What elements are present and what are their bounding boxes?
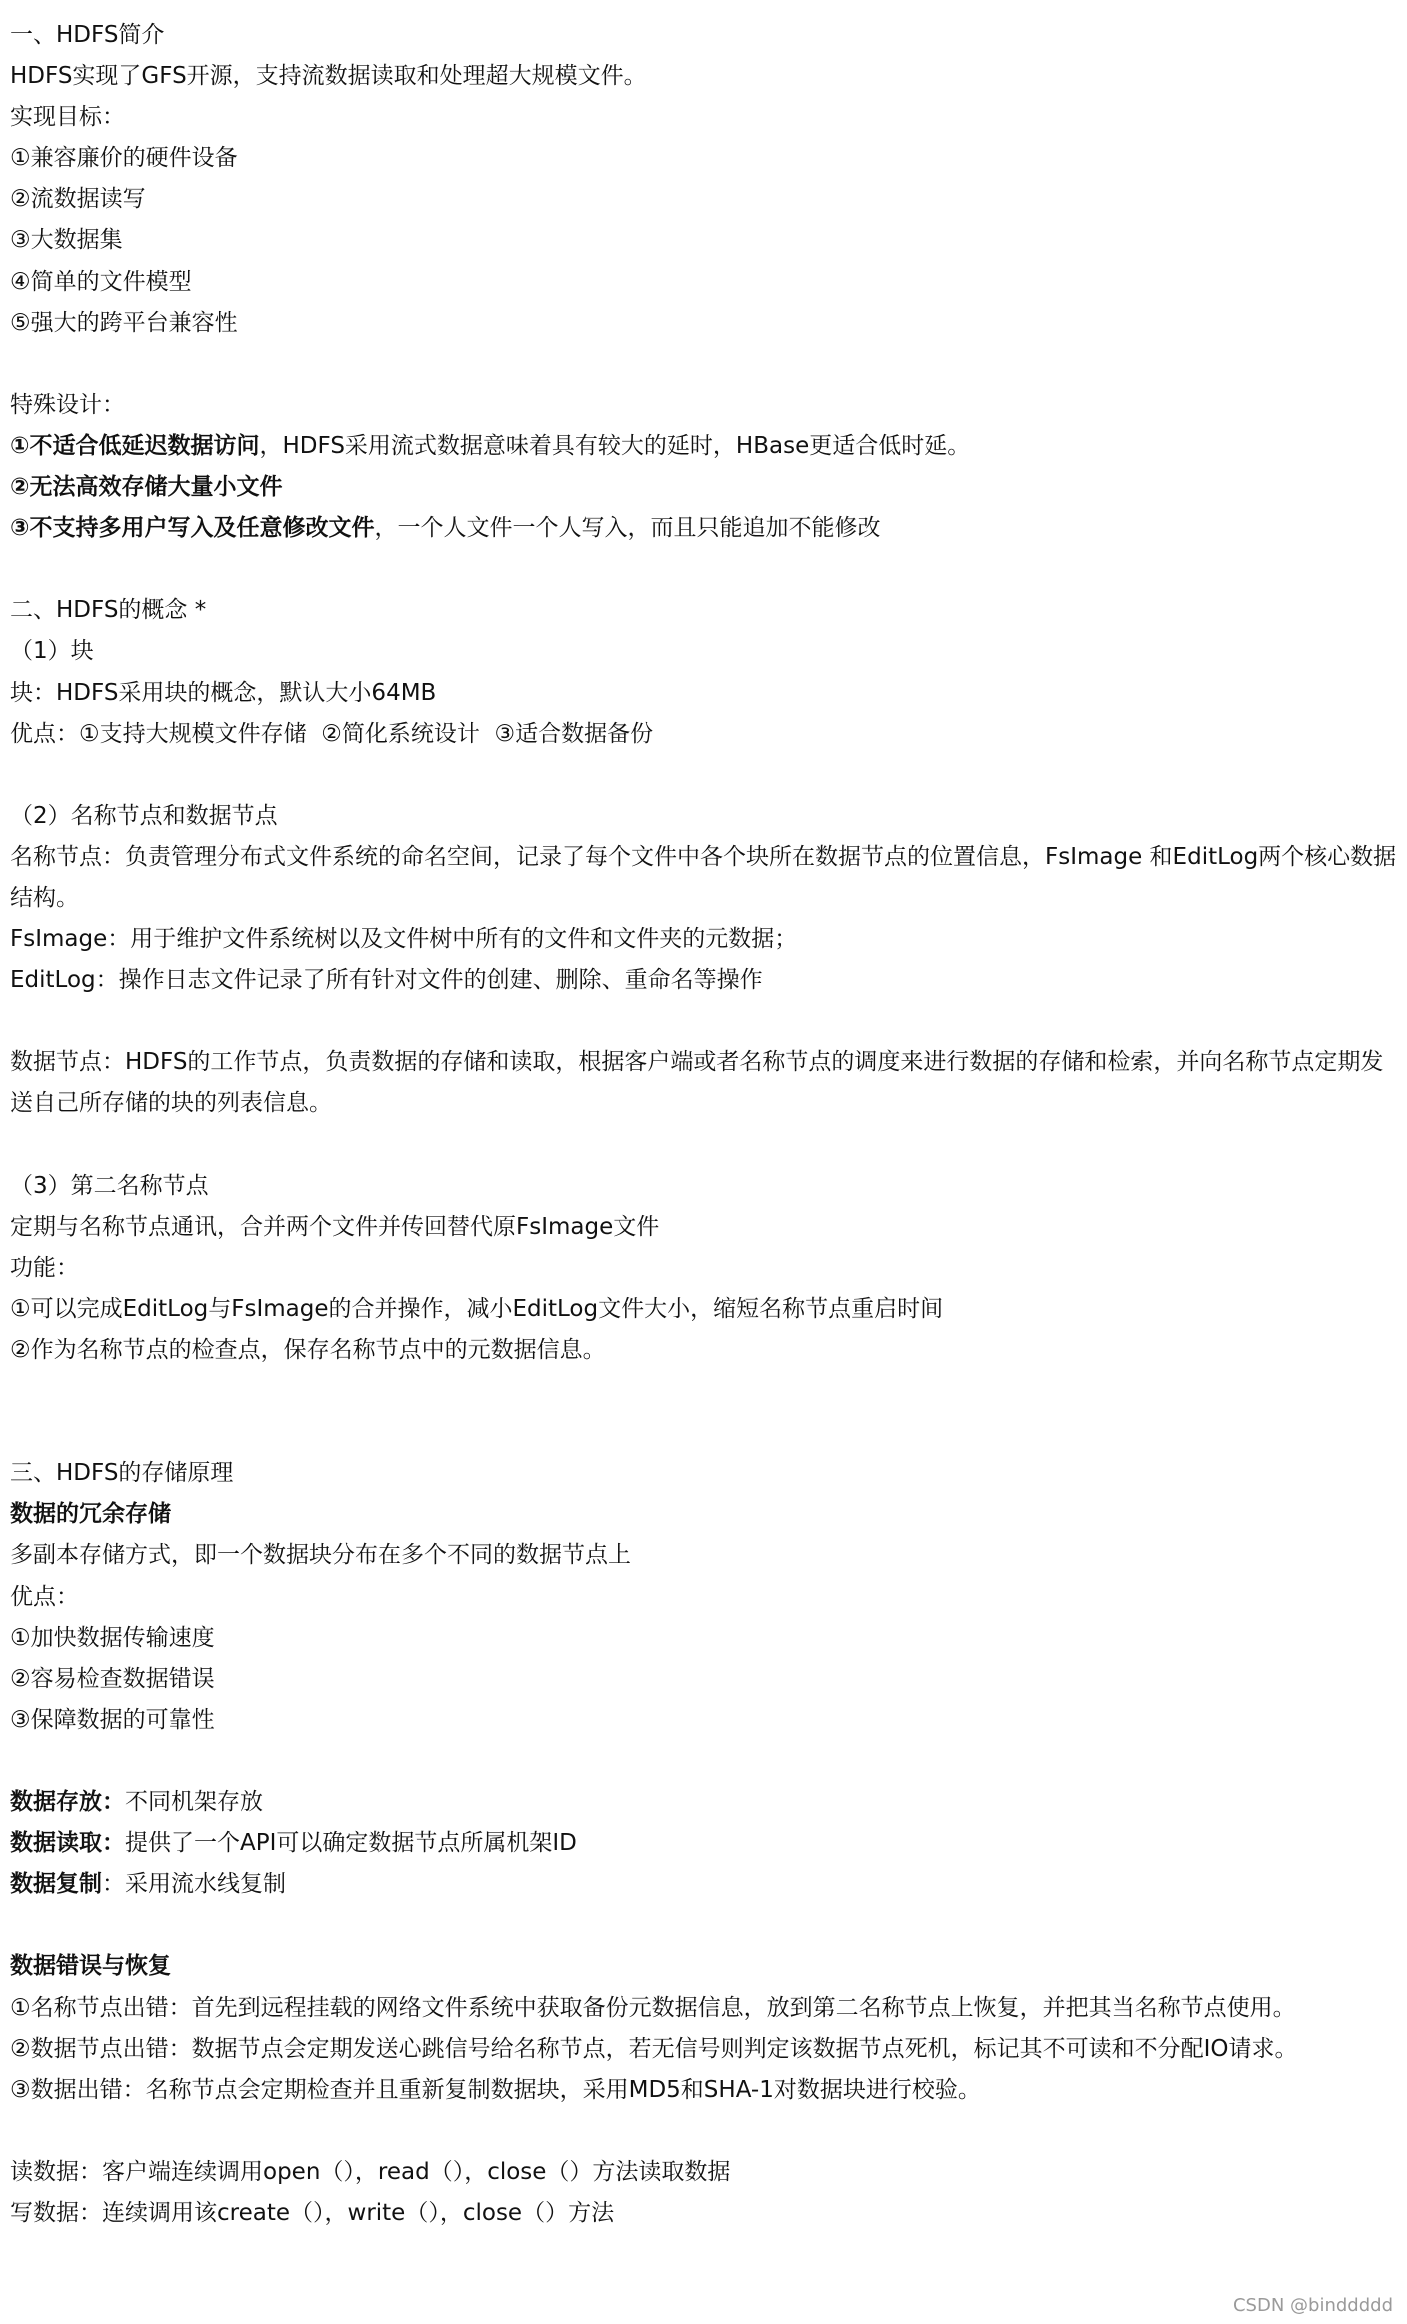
redundant-desc: 多副本存储方式，即一个数据块分布在多个不同的数据节点上: [10, 1542, 631, 1569]
goals-label: 实现目标：: [10, 104, 125, 131]
data-copy-bold: 数据复制: [10, 1871, 102, 1898]
design-item-bold: ①不适合低延迟数据访问: [10, 432, 260, 459]
data-copy: [10, 1864, 1400, 1905]
goal-item: ③大数据集: [10, 227, 123, 254]
nodes-title: （2）名称节点和数据节点: [10, 802, 278, 829]
fsimage-desc: FsImage：用于维护文件系统树以及文件树中所有的文件和文件夹的元数据；: [10, 926, 798, 953]
advantage-item: ①加快数据传输速度: [10, 1624, 215, 1651]
goal-item: ④简单的文件模型: [10, 268, 192, 295]
section-2-title: 二、HDFS的概念 *: [10, 597, 207, 624]
editlog-desc: EditLog：操作日志文件记录了所有针对文件的创建、删除、重命名等操作: [10, 967, 763, 994]
data-storage-text: 不同机架存放: [125, 1789, 263, 1816]
data-storage: [10, 1782, 1400, 1823]
read-data-desc: 读数据：客户端连续调用open（），read（），close（）方法读取数据: [10, 2158, 731, 2185]
error-item: ①名称节点出错：首先到远程挂载的网络文件系统中获取备份元数据信息，放到第二名称节点上恢复，并把其当名称节点使用。: [10, 1994, 1296, 2021]
data-read-text: 提供了一个API可以确定数据节点所属机架ID: [125, 1830, 577, 1857]
design-label: 特殊设计：: [10, 391, 125, 418]
function-item: ②作为名称节点的检查点，保存名称节点中的元数据信息。: [10, 1337, 606, 1363]
advantage-item: ②容易检查数据错误: [10, 1665, 215, 1692]
function-label: 功能：: [10, 1254, 79, 1281]
goal-item: ⑤强大的跨平台兼容性: [10, 309, 238, 336]
block-desc: 块：HDFS采用块的概念，默认大小64MB: [10, 679, 437, 706]
design-item: [10, 426, 1400, 467]
design-item-bold: ②无法高效存储大量小文件: [10, 474, 283, 501]
design-item-bold: ③不支持多用户写入及任意修改文件: [10, 515, 375, 542]
goal-item: ②流数据读写: [10, 186, 146, 213]
secondary-namenode-desc: 定期与名称节点通讯，合并两个文件并传回替代原FsImage文件: [10, 1213, 660, 1240]
error-recovery-title-bold: 数据错误与恢复: [10, 1953, 171, 1980]
secondary-namenode-title: （3）第二名称节点: [10, 1172, 209, 1199]
data-storage-bold: 数据存放：: [10, 1789, 125, 1816]
datanode-desc: 数据节点：HDFS的工作节点，负责数据的存储和读取，根据客户端或者名称节点的调度来进行数据的存储和检索，并向名称节点定期发送自己所存储的块的列表信息。: [10, 1049, 1384, 1117]
data-read: [10, 1823, 1400, 1864]
section-3-title: 三、HDFS的存储原理: [10, 1460, 234, 1487]
redundant-title-bold: 数据的冗余存储: [10, 1501, 171, 1528]
design-item: [10, 508, 1400, 549]
design-item-text: ，一个人文件一个人写入，而且只能追加不能修改: [374, 515, 881, 542]
block-title: （1）块: [10, 638, 94, 665]
error-item: ③数据出错：名称节点会定期检查并且重新复制数据块，采用MD5和SHA-1对数据块进行校验。: [10, 2076, 981, 2103]
advantage-item: ③保障数据的可靠性: [10, 1706, 215, 1733]
advantage-label: 优点：: [10, 1583, 79, 1610]
write-data-desc: 写数据：连续调用该create（），write（），close（）方法: [10, 2199, 615, 2226]
error-recovery-title: [10, 1946, 1400, 1987]
namenode-desc: 名称节点：负责管理分布式文件系统的命名空间，记录了每个文件中各个块所在数据节点的位置信息，FsImage 和EditLog两个核心数据结构。: [10, 843, 1397, 911]
data-copy-text: ：采用流水线复制: [102, 1871, 286, 1898]
redundant-title: [10, 1494, 1400, 1535]
function-item: ①可以完成EditLog与FsImage的合并操作，减小EditLog文件大小，缩短名称节点重启时间: [10, 1295, 944, 1322]
watermark: CSDN @binddddd: [1232, 2295, 1393, 2316]
section-1-title: 一、HDFS简介: [10, 22, 165, 48]
document-body: [10, 15, 1400, 2234]
block-advantages: 优点：①支持大规模文件存储 ②简化系统设计 ③适合数据备份: [10, 720, 654, 747]
design-item: [10, 467, 1400, 508]
hdfs-intro: HDFS实现了GFS开源，支持流数据读取和处理超大规模文件。: [10, 63, 647, 90]
data-read-bold: 数据读取：: [10, 1830, 125, 1857]
goal-item: ①兼容廉价的硬件设备: [10, 145, 238, 172]
design-item-text: ，HDFS采用流式数据意味着具有较大的延时，HBase更适合低时延。: [259, 432, 971, 459]
error-item: ②数据节点出错：数据节点会定期发送心跳信号给名称节点，若无信号则判定该数据节点死机，标记其不可读和不分配IO请求。: [10, 2035, 1298, 2062]
